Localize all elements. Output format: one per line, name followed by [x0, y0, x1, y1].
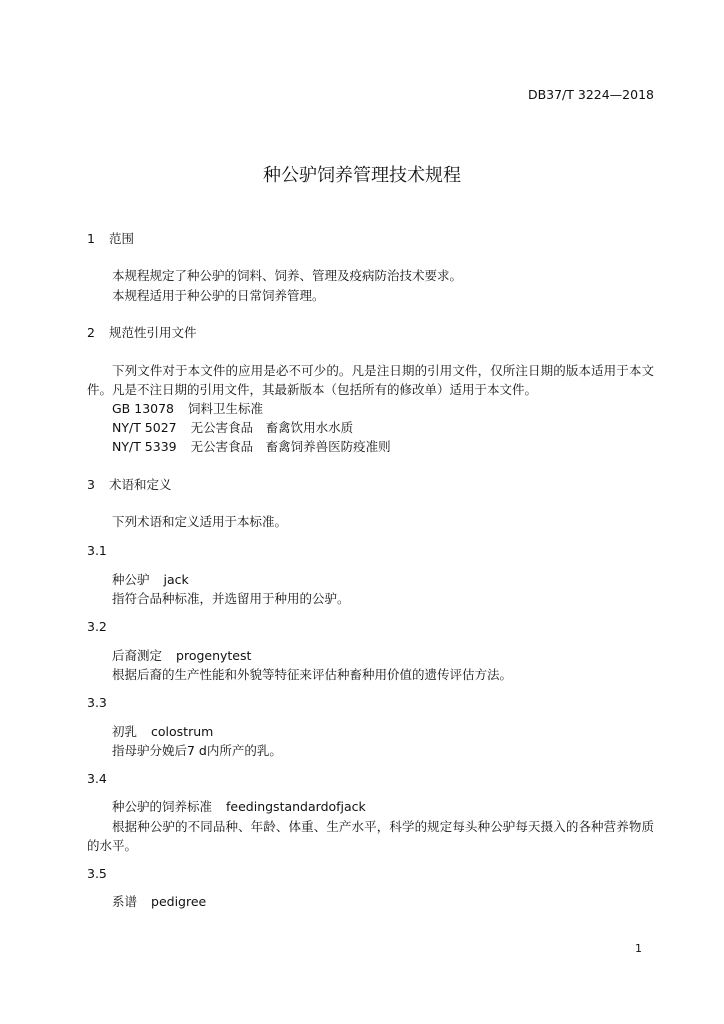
terms-intro: 下列术语和定义适用于本标准。 [112, 514, 288, 529]
term-entry [112, 648, 251, 664]
section-1-heading [87, 231, 134, 247]
page-number: 1 [635, 942, 642, 955]
section-title: 规范性引用文件 [108, 325, 197, 340]
reference-code: NY/T 5027 [112, 420, 177, 435]
term-zh: 种公驴 [112, 572, 150, 587]
reference-code: GB 13078 [112, 401, 174, 416]
scope-line-2: 本规程适用于种公驴的日常饲养管理。 [112, 288, 325, 303]
section-number: 1 [87, 231, 95, 246]
term-definition: 指符合品种标准，并选留用于种用的公驴。 [112, 591, 350, 606]
term-entry [112, 894, 206, 910]
term-definition: 根据种公驴的不同品种、年龄、体重、生产水平，科学的规定每头种公驴每天摄入的各种营养物质的水平。 [87, 819, 654, 853]
reference-item [112, 439, 391, 455]
term-entry [112, 724, 213, 740]
term-zh: 初乳 [112, 724, 138, 739]
section-number: 3 [87, 477, 95, 492]
term-en: feedingstandardofjack [226, 799, 366, 814]
term-number: 3.2 [87, 619, 107, 634]
term-number: 3.3 [87, 695, 107, 710]
term-definition: 指母驴分娩后7 d内所产的乳。 [112, 743, 282, 758]
scope-line-1: 本规程规定了种公驴的饲料、饲养、管理及疫病防治技术要求。 [112, 268, 463, 283]
term-zh: 系谱 [112, 894, 138, 909]
reference-item [112, 401, 263, 417]
section-3-heading [87, 477, 171, 493]
term-en: colostrum [151, 724, 214, 739]
term-en: progenytest [176, 648, 252, 663]
section-2-heading [87, 325, 196, 341]
reference-title: 饲料卫生标准 [188, 401, 264, 416]
term-entry [112, 799, 366, 815]
reference-title: 无公害食品 畜禽饲养兽医防疫准则 [190, 439, 391, 454]
term-definition: 根据后裔的生产性能和外貌等特征来评估种畜种用价值的遗传评估方法。 [112, 667, 513, 682]
section-title: 术语和定义 [108, 477, 172, 492]
normative-references-intro: 下列文件对于本文件的应用是必不可少的。凡是注日期的引用文件，仅所注日期的版本适用于本文件。凡是不注日期的引用文件，其最新版本（包括所有的修改单）适用于本文件。 [87, 363, 654, 397]
term-number: 3.1 [87, 543, 107, 558]
reference-item [112, 420, 353, 436]
section-title: 范围 [108, 231, 134, 246]
reference-title: 无公害食品 畜禽饮用水水质 [190, 420, 354, 435]
term-en: pedigree [151, 894, 207, 909]
term-number: 3.4 [87, 771, 107, 786]
section-number: 2 [87, 325, 95, 340]
reference-code: NY/T 5339 [112, 439, 177, 454]
term-zh: 后裔测定 [112, 648, 163, 663]
term-zh: 种公驴的饲养标准 [112, 799, 213, 814]
term-en: jack [163, 572, 189, 587]
document-title: 种公驴饲养管理技术规程 [263, 165, 461, 186]
document-code: DB37/T 3224—2018 [527, 87, 654, 102]
term-entry [112, 572, 189, 588]
term-number: 3.5 [87, 866, 107, 881]
